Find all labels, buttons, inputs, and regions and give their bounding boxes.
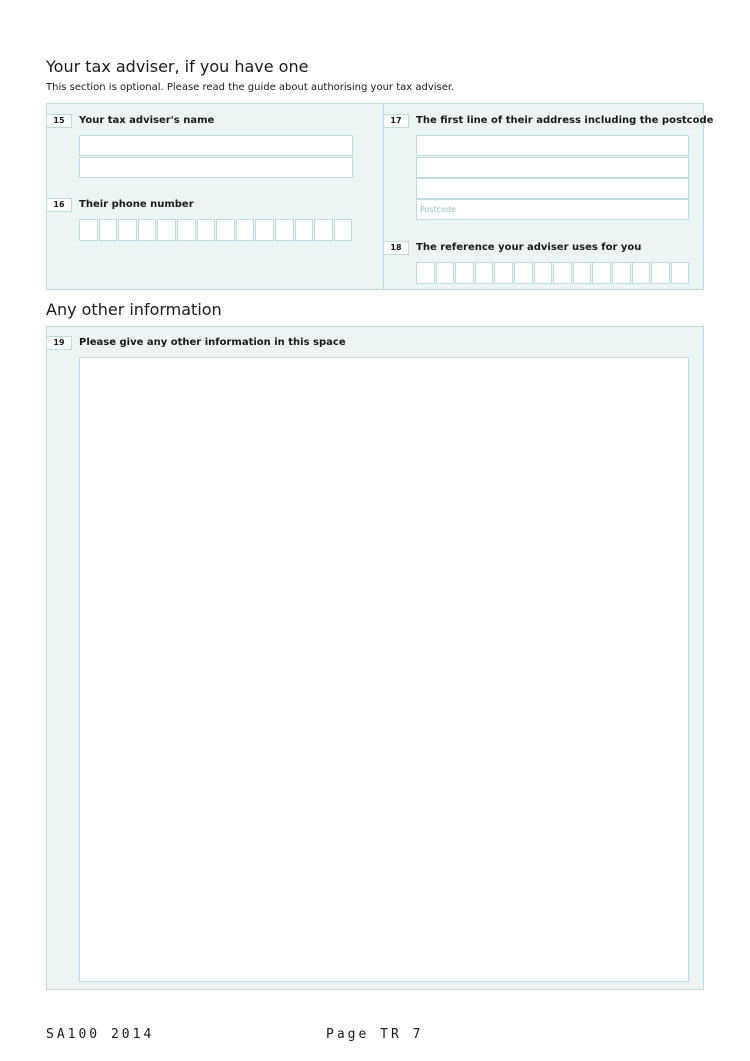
phone-digit-box[interactable] bbox=[236, 219, 255, 241]
panel-divider bbox=[383, 104, 384, 289]
reference-char-box[interactable] bbox=[573, 262, 592, 284]
postcode-field[interactable] bbox=[416, 199, 689, 220]
question-label-17: The first line of their address including the postcode bbox=[416, 115, 714, 126]
phone-digit-box[interactable] bbox=[255, 219, 274, 241]
phone-digit-box[interactable] bbox=[99, 219, 118, 241]
adviser-reference-boxes[interactable] bbox=[416, 262, 689, 284]
address-line-2[interactable] bbox=[416, 157, 689, 178]
reference-char-box[interactable] bbox=[494, 262, 513, 284]
question-number-17: 17 bbox=[383, 114, 409, 128]
phone-digit-box[interactable] bbox=[118, 219, 137, 241]
reference-char-box[interactable] bbox=[416, 262, 435, 284]
question-number-15: 15 bbox=[46, 114, 72, 128]
phone-digit-box[interactable] bbox=[275, 219, 294, 241]
question-number-19: 19 bbox=[46, 336, 72, 350]
form-code: SA100 2014 bbox=[46, 1027, 155, 1042]
phone-number-boxes[interactable] bbox=[79, 219, 352, 241]
reference-char-box[interactable] bbox=[671, 262, 690, 284]
address-line-3[interactable] bbox=[416, 178, 689, 199]
phone-digit-box[interactable] bbox=[138, 219, 157, 241]
other-information-textarea[interactable] bbox=[79, 357, 689, 982]
reference-char-box[interactable] bbox=[534, 262, 553, 284]
reference-char-box[interactable] bbox=[475, 262, 494, 284]
section-heading-other-info: Any other information bbox=[46, 300, 222, 319]
reference-char-box[interactable] bbox=[651, 262, 670, 284]
section-intro-text: This section is optional. Please read the guide about authorising your tax adviser. bbox=[46, 82, 455, 93]
page-number: Page TR 7 bbox=[326, 1027, 424, 1042]
question-number-16: 16 bbox=[46, 198, 72, 212]
reference-char-box[interactable] bbox=[553, 262, 572, 284]
reference-char-box[interactable] bbox=[455, 262, 474, 284]
address-line-1[interactable] bbox=[416, 135, 689, 156]
phone-digit-box[interactable] bbox=[177, 219, 196, 241]
adviser-name-line-2[interactable] bbox=[79, 157, 353, 178]
question-label-18: The reference your adviser uses for you bbox=[416, 242, 642, 253]
phone-digit-box[interactable] bbox=[295, 219, 314, 241]
postcode-placeholder: Postcode bbox=[420, 205, 457, 214]
phone-digit-box[interactable] bbox=[197, 219, 216, 241]
question-label-19: Please give any other information in this space bbox=[79, 337, 346, 348]
question-number-18: 18 bbox=[383, 241, 409, 255]
adviser-name-line-1[interactable] bbox=[79, 135, 353, 156]
section-heading-tax-adviser: Your tax adviser, if you have one bbox=[46, 57, 309, 76]
reference-char-box[interactable] bbox=[514, 262, 533, 284]
question-label-15: Your tax adviser's name bbox=[79, 115, 215, 126]
phone-digit-box[interactable] bbox=[314, 219, 333, 241]
phone-digit-box[interactable] bbox=[157, 219, 176, 241]
phone-digit-box[interactable] bbox=[216, 219, 235, 241]
phone-digit-box[interactable] bbox=[334, 219, 353, 241]
question-label-16: Their phone number bbox=[79, 199, 194, 210]
reference-char-box[interactable] bbox=[612, 262, 631, 284]
reference-char-box[interactable] bbox=[632, 262, 651, 284]
phone-digit-box[interactable] bbox=[79, 219, 98, 241]
reference-char-box[interactable] bbox=[592, 262, 611, 284]
reference-char-box[interactable] bbox=[436, 262, 455, 284]
